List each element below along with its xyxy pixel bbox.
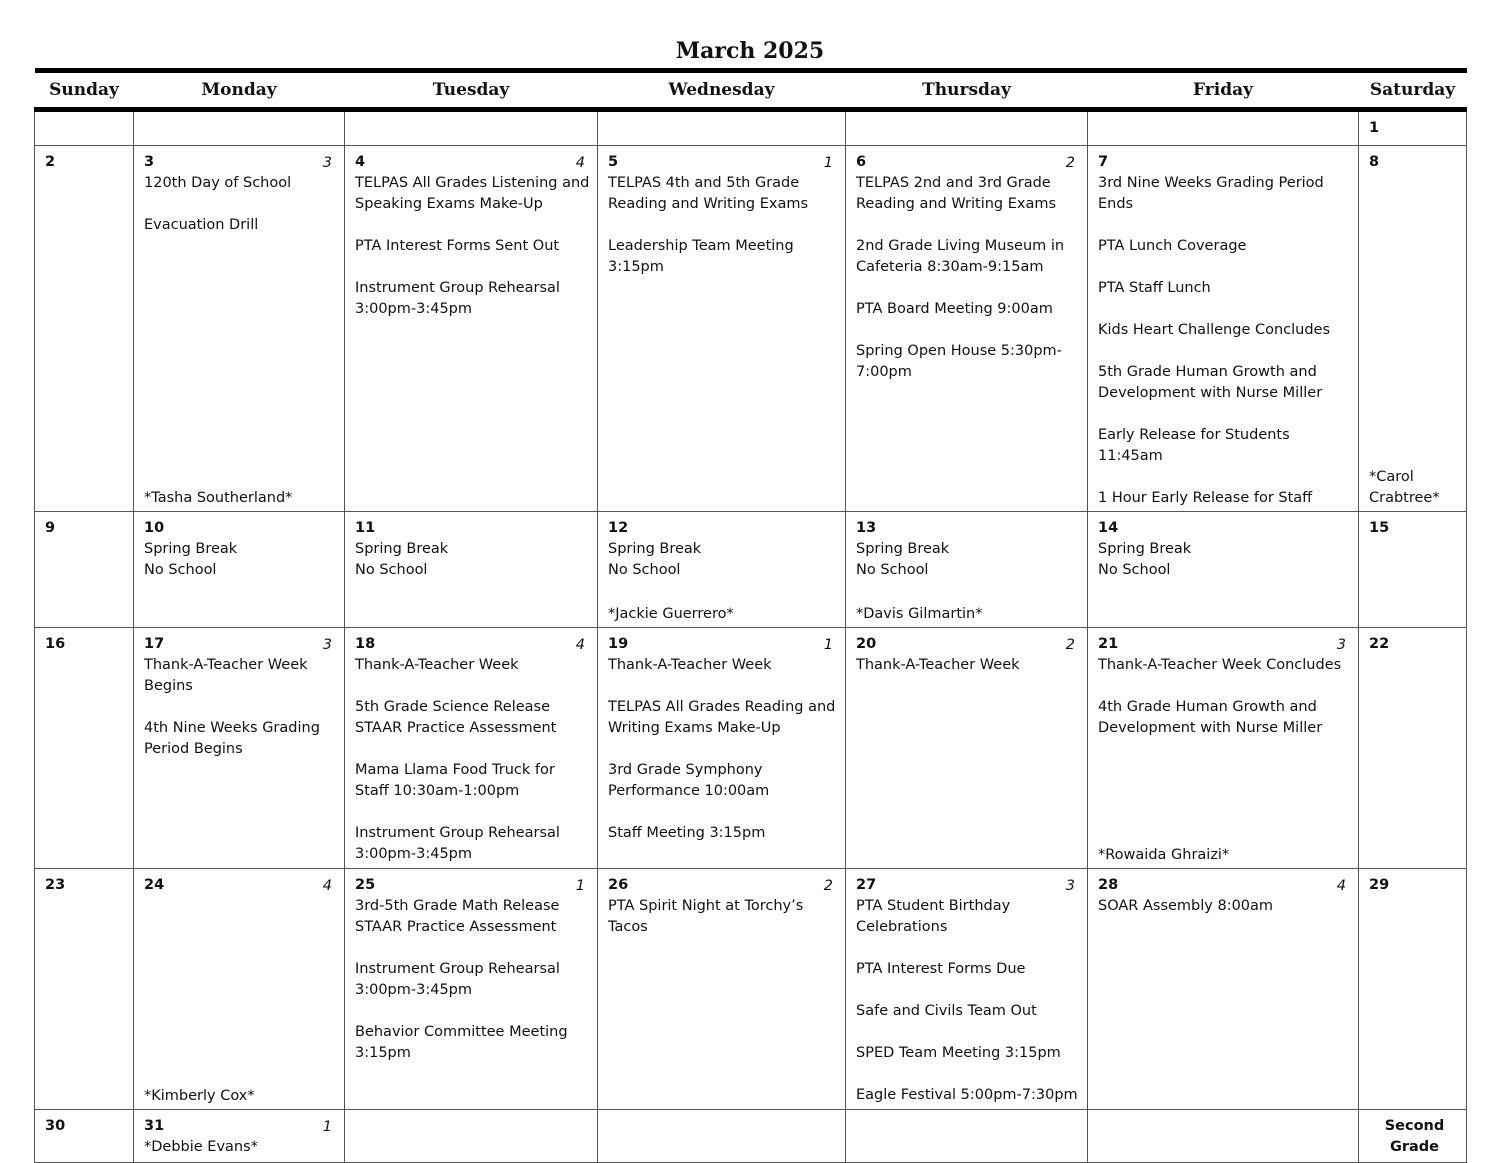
event-item: Evacuation Drill [144,217,259,233]
day-number: 8 [1369,154,1380,170]
event-item: SPED Team Meeting 3:15pm [856,1045,1061,1061]
event-item: Instrument Group Rehearsal 3:00pm-3:45pm [355,280,560,317]
event-item: Thank-A-Teacher Week Concludes [1098,657,1342,673]
event-item: 5th Grade Human Growth and Development with Nurse Miller [1098,364,1323,401]
event-item: 120th Day of School [144,175,292,191]
day-cell [846,869,1088,1110]
day-cell-content [608,875,839,1107]
day-number: 27 [856,877,877,893]
day-number: 13 [856,520,877,536]
day-number: 28 [1098,877,1119,893]
day-cell-content [1098,152,1352,509]
event-item: Instrument Group Rehearsal 3:00pm-3:45pm [355,961,560,998]
day-cell-content [856,875,1081,1107]
day-cell-content [355,875,591,1107]
day-cell-content [144,152,338,509]
event-item: Eagle Festival 5:00pm-7:30pm [856,1087,1078,1103]
day-number: 21 [1098,636,1119,652]
event-item: SOAR Assembly 8:00am [1098,898,1274,914]
day-number: 9 [45,520,56,536]
day-cell [345,869,598,1110]
day-cell-content [1369,634,1460,866]
day-cell [598,628,846,869]
event-item: Mama Llama Food Truck for Staff 10:30am-1:00pm [355,762,555,799]
day-number: 19 [608,636,629,652]
day-cell [1088,512,1359,628]
day-cell-content [45,152,127,509]
weekday-header: Saturday [1359,71,1467,110]
weekday-header-row [35,71,1467,110]
day-cell [846,1110,1088,1163]
event-item: Instrument Group Rehearsal 3:00pm-3:45pm [355,825,560,862]
day-cell [35,1110,134,1163]
day-number: 18 [355,636,376,652]
rotation-day-count: 2 [823,878,833,894]
event-item: PTA Interest Forms Due [856,961,1026,977]
weekday-header: Tuesday [345,71,598,110]
weekday-header: Monday [134,71,345,110]
day-cell-content [355,152,591,509]
day-cell [134,869,345,1110]
rotation-day-count: 2 [1065,155,1075,171]
day-cell-content [856,634,1081,866]
day-cell-content [45,118,127,143]
birthday-note: *Rowaida Ghraizi* [1098,847,1230,863]
day-cell [134,628,345,869]
day-cell [1359,628,1467,869]
event-item: PTA Board Meeting 9:00am [856,301,1053,317]
event-item: Behavior Committee Meeting 3:15pm [355,1024,568,1061]
day-cell-content [856,518,1081,625]
day-cell-content [144,1116,338,1160]
calendar-grid [34,68,1467,1163]
day-cell [134,512,345,628]
day-cell-content [355,518,591,625]
day-number: 2 [45,154,56,170]
day-cell-content [1098,634,1352,866]
event-item: PTA Lunch Coverage [1098,238,1247,254]
day-cell-content [608,518,839,625]
day-cell [1088,110,1359,146]
day-number: 17 [144,636,165,652]
day-cell [134,146,345,512]
day-cell-content [1098,118,1352,143]
event-item: Early Release for Students 11:45am [1098,427,1290,464]
event-item: PTA Staff Lunch [1098,280,1211,296]
event-item: TELPAS All Grades Reading and Writing Exams Make-Up [608,699,836,736]
day-cell-content [856,118,1081,143]
event-item: Kids Heart Challenge Concludes [1098,322,1331,338]
event-item: 2nd Grade Living Museum in Cafeteria 8:30am-9:15am [856,238,1065,275]
day-cell-content [45,1116,127,1160]
birthday-note: *Carol Crabtree* [1369,469,1440,506]
day-cell [35,512,134,628]
day-cell-content [144,518,338,625]
event-item: Spring Break No School [144,541,238,578]
event-item: Thank-A-Teacher Week [355,657,519,673]
day-cell [134,110,345,146]
day-number: 23 [45,877,66,893]
day-cell [846,110,1088,146]
event-item: TELPAS All Grades Listening and Speaking Exams Make-Up [355,175,590,212]
day-cell [598,110,846,146]
day-cell [35,869,134,1110]
day-cell-content [1369,118,1460,143]
event-item: Staff Meeting 3:15pm [608,825,766,841]
birthday-note: *Tasha Southerland* [144,490,293,506]
event-item: Spring Break No School [856,541,950,578]
event-item: 3rd-5th Grade Math Release STAAR Practice Assessment [355,898,560,935]
day-cell-content [45,518,127,625]
day-cell-content [144,634,338,866]
day-cell-content [1369,1116,1460,1160]
birthday-note: *Kimberly Cox* [144,1088,255,1104]
event-item: 4th Grade Human Growth and Development with Nurse Miller [1098,699,1323,736]
event-item: PTA Student Birthday Celebrations [856,898,1011,935]
day-cell [1359,1110,1467,1163]
day-cell-content [608,1116,839,1160]
rotation-day-count: 4 [322,878,332,894]
day-number: 26 [608,877,629,893]
weekday-header: Thursday [846,71,1088,110]
day-cell-content [355,634,591,866]
day-number: 1 [1369,120,1380,136]
rotation-day-count: 1 [823,155,833,171]
day-cell-content [1098,1116,1352,1160]
day-cell-content [144,875,338,1107]
day-number: 22 [1369,636,1390,652]
event-item: 4th Nine Weeks Grading Period Begins [144,720,320,757]
day-number: 31 [144,1118,165,1134]
rotation-day-count: 3 [1336,637,1346,653]
day-cell [134,1110,345,1163]
day-number: 24 [144,877,165,893]
day-number: 16 [45,636,66,652]
event-item: Leadership Team Meeting 3:15pm [608,238,794,275]
day-cell [345,628,598,869]
day-cell [345,110,598,146]
birthday-note: *Davis Gilmartin* [856,606,983,622]
day-cell-content [856,152,1081,509]
day-number: 15 [1369,520,1390,536]
event-item: 3rd Nine Weeks Grading Period Ends [1098,175,1324,212]
day-cell-content [355,118,591,143]
weekday-header: Wednesday [598,71,846,110]
day-cell [345,512,598,628]
calendar-title: March 2025 [675,38,825,64]
day-cell [35,110,134,146]
day-cell [1359,512,1467,628]
day-number: 5 [608,154,619,170]
event-item: PTA Spirit Night at Torchy’s Tacos [608,898,804,935]
weekday-header: Sunday [35,71,134,110]
day-cell [846,512,1088,628]
day-cell [1359,146,1467,512]
rotation-day-count: 4 [1336,878,1346,894]
day-number: 7 [1098,154,1109,170]
day-cell-content [1369,518,1460,625]
day-number: 6 [856,154,867,170]
rotation-day-count: 1 [575,878,585,894]
day-cell [1088,1110,1359,1163]
event-item: 5th Grade Science Release STAAR Practice Assessment [355,699,557,736]
week-row [35,110,1467,146]
day-number: 29 [1369,877,1390,893]
day-cell [598,1110,846,1163]
rotation-day-count: 2 [1065,637,1075,653]
day-cell [345,146,598,512]
day-cell [1088,869,1359,1110]
grade-label: Second Grade [1384,1118,1445,1155]
event-item: Thank-A-Teacher Week Begins [144,657,308,694]
event-item: Safe and Civils Team Out [856,1003,1037,1019]
day-cell [846,628,1088,869]
day-number: 11 [355,520,376,536]
event-item: 1 Hour Early Release for Staff [1098,490,1313,506]
day-cell-content [45,875,127,1107]
event-item: Spring Open House 5:30pm-7:00pm [856,343,1062,380]
rotation-day-count: 1 [322,1119,332,1135]
rotation-day-count: 4 [575,637,585,653]
event-item: TELPAS 2nd and 3rd Grade Reading and Writing Exams [856,175,1057,212]
day-cell [1359,110,1467,146]
day-cell [846,146,1088,512]
day-cell [345,1110,598,1163]
event-item: Spring Break No School [1098,541,1192,578]
week-row [35,628,1467,869]
rotation-day-count: 3 [322,155,332,171]
event-item: Spring Break No School [355,541,449,578]
day-number: 25 [355,877,376,893]
rotation-day-count: 4 [575,155,585,171]
day-cell [598,512,846,628]
day-cell [598,869,846,1110]
weekday-header: Friday [1088,71,1359,110]
day-cell [1088,628,1359,869]
rotation-day-count: 3 [1065,878,1075,894]
event-item: Thank-A-Teacher Week [856,657,1020,673]
day-cell-content [355,1116,591,1160]
day-number: 20 [856,636,877,652]
day-cell-content [1369,152,1460,509]
week-row [35,146,1467,512]
day-cell [1359,869,1467,1110]
day-cell-content [608,152,839,509]
day-cell-content [1098,875,1352,1107]
day-cell-content [144,118,338,143]
birthday-note: *Jackie Guerrero* [608,606,734,622]
week-row [35,869,1467,1110]
day-cell-content [856,1116,1081,1160]
event-item: TELPAS 4th and 5th Grade Reading and Writing Exams [608,175,809,212]
rotation-day-count: 1 [823,637,833,653]
day-cell-content [1369,875,1460,1107]
day-number: 30 [45,1118,66,1134]
day-cell-content [608,634,839,866]
week-row [35,512,1467,628]
day-cell [1088,146,1359,512]
rotation-day-count: 3 [322,637,332,653]
event-item: PTA Interest Forms Sent Out [355,238,560,254]
day-cell-content [45,634,127,866]
day-cell-content [1098,518,1352,625]
week-row [35,1110,1467,1163]
event-item: *Debbie Evans* [144,1139,258,1155]
day-number: 14 [1098,520,1119,536]
day-number: 4 [355,154,366,170]
day-cell [35,146,134,512]
day-cell-content [608,118,839,143]
day-cell [598,146,846,512]
day-number: 12 [608,520,629,536]
day-number: 3 [144,154,155,170]
event-item: Spring Break No School [608,541,702,578]
event-item: 3rd Grade Symphony Performance 10:00am [608,762,770,799]
event-item: Thank-A-Teacher Week [608,657,772,673]
day-cell [35,628,134,869]
day-number: 10 [144,520,165,536]
